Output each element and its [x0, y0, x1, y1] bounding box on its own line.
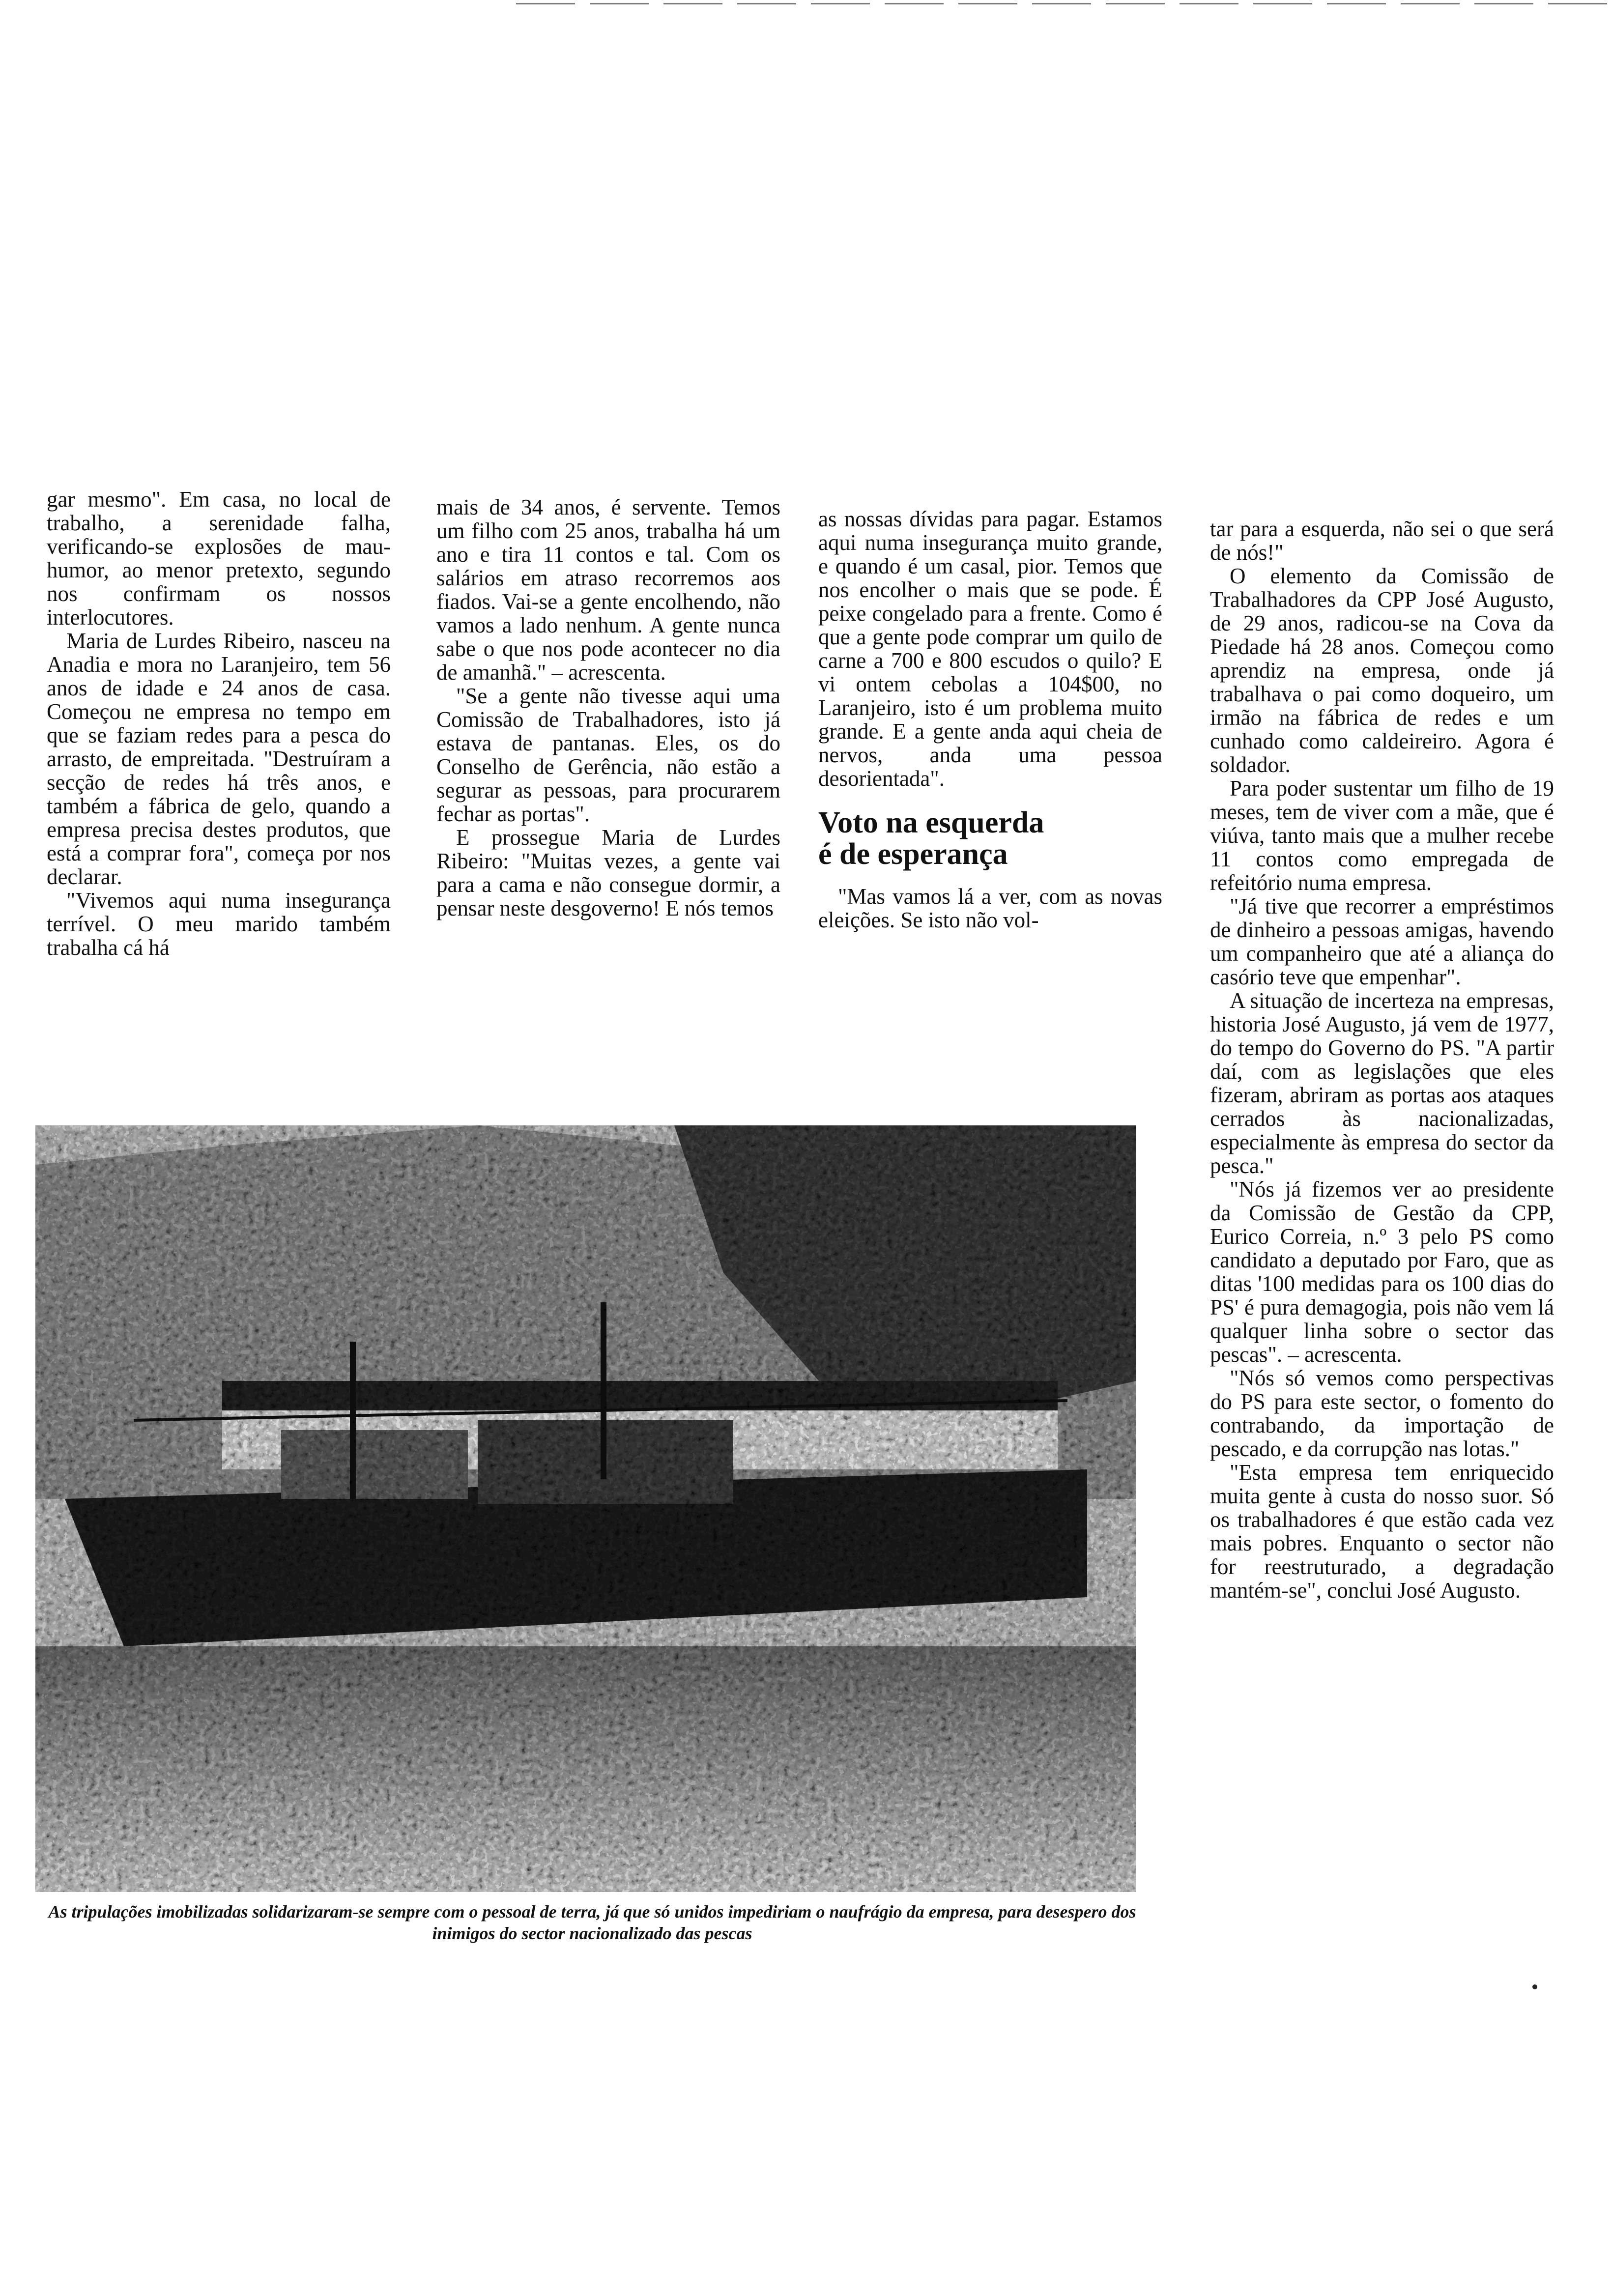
article-column-4 — [1210, 517, 1554, 1602]
paragraph: Para poder sustentar um filho de 19 meses, tem de viver com a mãe, que é viúva, tanto mais que a mulher recebe 11 contos como empregada de refeitório numa empresa. — [1210, 776, 1554, 895]
paragraph: "Se a gente não tivesse aqui uma Comissão de Trabalhadores, isto já estava de pantanas. Eles, os do Conselho de Gerência, não estão a segurar as pessoas, para procurarem fechar as portas". — [436, 684, 780, 826]
paragraph: "Esta empresa tem enriquecido muita gente à custa do nosso suor. Só os trabalhadores é que estão cada vez mais pobres. Enquanto o sector não for reestruturado, a degradação mantém-se", conclui José Augusto. — [1210, 1460, 1554, 1603]
print-speck — [1532, 1984, 1537, 1989]
paragraph: O elemento da Comissão de Trabalhadores da CPP José Augusto, de 29 anos, radicou-se na Cova da Piedade há 28 anos. Começou como aprendiz na empresa, onde já trabalhava o pai como doqueiro, um irmão na fábrica de redes e um cunhado como caldeireiro. Agora é soldador. — [1210, 564, 1554, 777]
paragraph: Maria de Lurdes Ribeiro, nasceu na Anadia e mora no Laranjeiro, tem 56 anos de idade e 24 anos de casa. Começou ne empresa no tempo em que se faziam redes para a pesca do arrasto, de empreitada. "Destruíram a secção de redes há três anos, e também a fábrica de gelo, quando a empresa precisa destes produtos, que está a comprar fora", começa por nos declarar. — [47, 629, 391, 889]
paragraph: as nossas dívidas para pagar. Estamos aqui numa insegurança muito grande, e quando é um casal, pior. Temos que nos encolher o mais que se pode. É peixe congelado para a frente. Como é que a gente pode comprar um quilo de carne a 700 e 800 escudos o quilo? E vi ontem cebolas a 104$00, no Laranjeiro, isto é um problema muito grande. E a gente anda aqui cheia de nervos, anda uma pessoa desorientada". — [818, 507, 1162, 791]
article-column-1 — [47, 488, 391, 959]
news-photo — [35, 1125, 1136, 1892]
subheading — [818, 807, 1162, 870]
photo-caption: As tripulações imobilizadas solidarizaram-se sempre com o pessoal de terra, já que só unidos impediriam o naufrágio da empresa, para desespero dos inimigos do sector nacionalizado das pescas — [48, 1902, 1136, 1943]
paragraph: gar mesmo". Em casa, no local de trabalho, a serenidade falha, verificando-se explosões de mau-humor, ao menor pretexto, segundo nos confirmam os nossos interlocutores. — [47, 487, 391, 630]
paragraph: tar para a esquerda, não sei o que será de nós!" — [1210, 517, 1554, 565]
top-rule — [516, 3, 1612, 4]
paragraph: "Já tive que recorrer a empréstimos de dinheiro a pessoas amigas, havendo um companheiro que até a aliança do casório teve que empenhar". — [1210, 894, 1554, 989]
paragraph: "Nós já fizemos ver ao presidente da Comissão de Gestão da CPP, Eurico Correia, n.º 3 pelo PS como candidato a deputado por Faro, que as ditas '100 medidas para os 100 dias do PS' é pura demagogia, pois não vem lá qualquer linha sobre o sector das pescas". – acrescenta. — [1210, 1177, 1554, 1367]
trawler-photo-illustration — [35, 1125, 1136, 1892]
subheading-line: é de esperança — [818, 837, 1008, 871]
paragraph: E prossegue Maria de Lurdes Ribeiro: "Muitas vezes, a gente vai para a cama e não consegue dormir, a pensar neste desgoverno! E nós temos — [436, 825, 780, 920]
paragraph: A situação de incerteza na empresas, historia José Augusto, já vem de 1977, do tempo do Governo do PS. "A partir daí, com as legislações que eles fizeram, abriram as portas aos ataques cerrados às nacionalizadas, especialmente às empresa do sector da pesca." — [1210, 988, 1554, 1178]
paragraph: "Vivemos aqui numa insegurança terrível. O meu marido também trabalha cá há — [47, 888, 391, 960]
article-column-3 — [818, 507, 1162, 932]
paragraph: mais de 34 anos, é servente. Temos um filho com 25 anos, trabalha há um ano e tira 11 contos e tal. Com os salários em atraso recorremos aos fiados. Vai-se a gente encolhendo, não vamos a lado nenhum. A gente nunca sabe o que nos pode acontecer no dia de amanhã." – acrescenta. — [436, 495, 780, 685]
subheading-line: Voto na esquerda — [818, 806, 1044, 839]
paragraph: "Nós só vemos como perspectivas do PS para este sector, o fomento do contrabando, da importação de pescado, e da corrupção nas lotas." — [1210, 1366, 1554, 1461]
article-column-2 — [436, 495, 780, 920]
paragraph: "Mas vamos lá a ver, com as novas eleições. Se isto não vol- — [818, 884, 1162, 932]
